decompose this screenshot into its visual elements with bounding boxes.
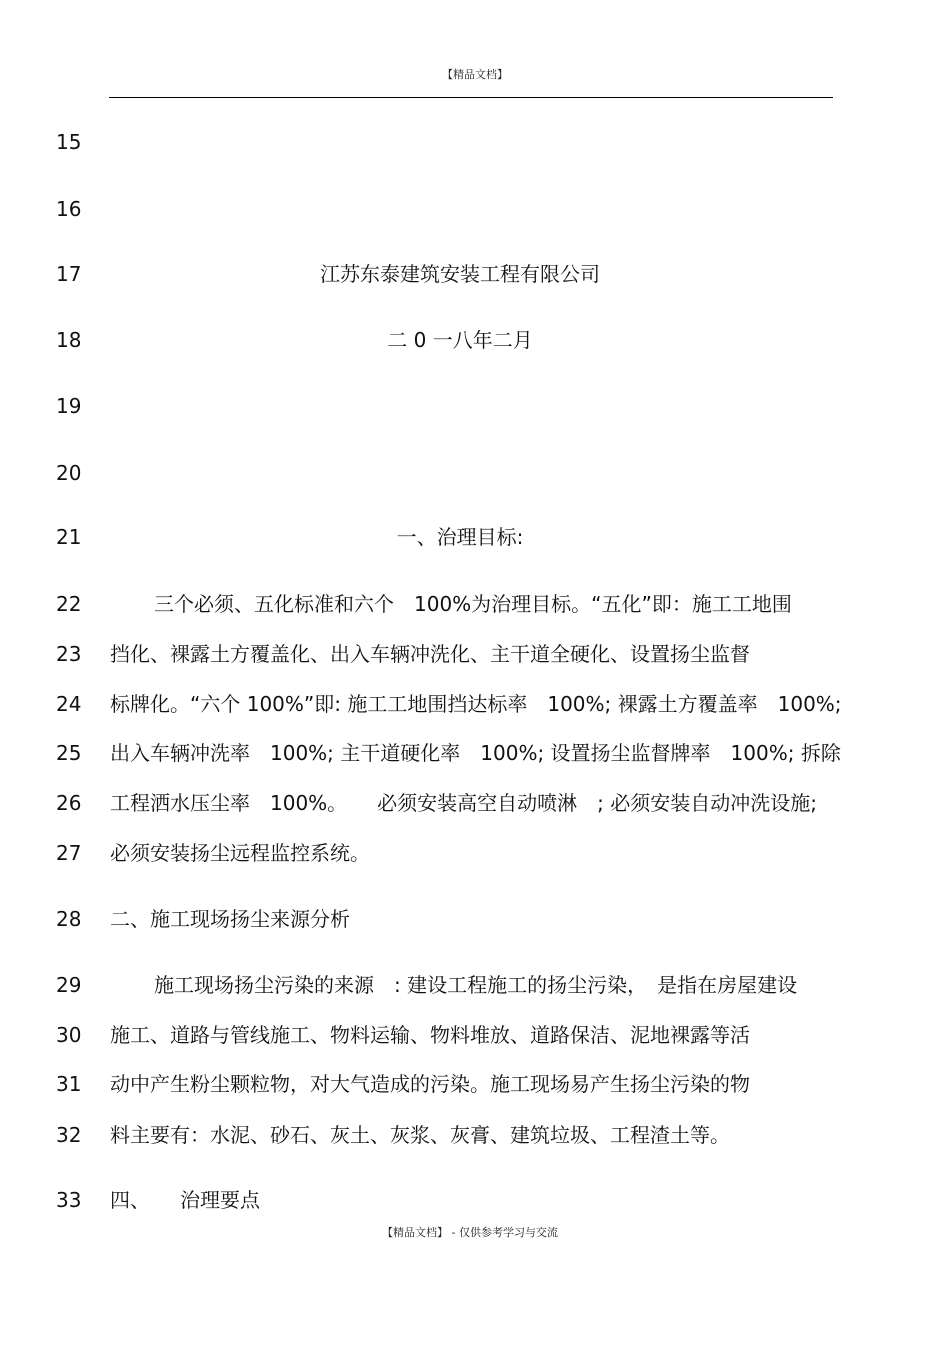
line-16 xyxy=(0,194,950,224)
line-number: 18 xyxy=(56,328,82,352)
line-25 xyxy=(0,738,950,768)
line-29 xyxy=(0,970,950,1000)
section-heading: 二、施工现场扬尘来源分析 xyxy=(110,907,350,931)
line-20 xyxy=(0,458,950,488)
line-24 xyxy=(0,689,950,719)
paragraph-text: 必须安装扬尘远程监控系统。 xyxy=(110,841,370,865)
line-number: 29 xyxy=(56,973,82,997)
line-15 xyxy=(0,127,950,157)
paragraph-text: 标牌化。“六个 100%”即: 施工工地围挡达标率 100%; 裸露土方覆盖率 100%; xyxy=(110,692,842,716)
line-23 xyxy=(0,639,950,669)
paragraph-text: 三个必须、五化标准和六个 100%为治理目标。“五化”即：施工工地围 xyxy=(154,592,792,616)
company-name: 江苏东泰建筑安装工程有限公司 xyxy=(320,262,600,286)
line-number: 20 xyxy=(56,461,82,485)
line-32 xyxy=(0,1120,950,1150)
line-number: 22 xyxy=(56,592,82,616)
line-number: 27 xyxy=(56,841,82,865)
line-number: 32 xyxy=(56,1123,82,1147)
line-19 xyxy=(0,391,950,421)
line-21 xyxy=(0,522,950,552)
section-heading: 四、 治理要点 xyxy=(110,1188,260,1212)
page-footer-label: 【精品文档】 - 仅供参考学习与交流 xyxy=(382,1226,558,1239)
line-number: 16 xyxy=(56,197,82,221)
line-22 xyxy=(0,589,950,619)
line-number: 15 xyxy=(56,130,82,154)
line-number: 23 xyxy=(56,642,82,666)
line-28 xyxy=(0,904,950,934)
line-number: 26 xyxy=(56,791,82,815)
line-17 xyxy=(0,259,950,289)
line-number: 30 xyxy=(56,1023,82,1047)
line-number: 21 xyxy=(56,525,82,549)
line-30 xyxy=(0,1020,950,1050)
document-date: 二 0 一八年二月 xyxy=(387,328,533,352)
line-number: 17 xyxy=(56,262,82,286)
paragraph-text: 出入车辆冲洗率 100%; 主干道硬化率 100%; 设置扬尘监督牌率 100%; 拆除 xyxy=(110,741,841,765)
line-number: 24 xyxy=(56,692,82,716)
header-rule xyxy=(109,97,833,98)
paragraph-text: 动中产生粉尘颗粒物，对大气造成的污染。施工现场易产生扬尘污染的物 xyxy=(110,1072,750,1096)
line-27 xyxy=(0,838,950,868)
paragraph-text: 挡化、裸露土方覆盖化、出入车辆冲洗化、主干道全硬化、设置扬尘监督 xyxy=(110,642,750,666)
paragraph-text: 施工、道路与管线施工、物料运输、物料堆放、道路保洁、泥地裸露等活 xyxy=(110,1023,750,1047)
line-number: 31 xyxy=(56,1072,82,1096)
line-26 xyxy=(0,788,950,818)
line-number: 33 xyxy=(56,1188,82,1212)
line-18 xyxy=(0,325,950,355)
paragraph-text: 料主要有：水泥、砂石、灰土、灰浆、灰膏、建筑垃圾、工程渣土等。 xyxy=(110,1123,730,1147)
paragraph-text: 施工现场扬尘污染的来源 : 建设工程施工的扬尘污染， 是指在房屋建设 xyxy=(154,973,798,997)
line-number: 28 xyxy=(56,907,82,931)
section-heading: 一、治理目标: xyxy=(396,525,524,549)
paragraph-text: 工程洒水压尘率 100%。 必须安装高空自动喷淋 ; 必须安装自动冲洗设施; xyxy=(110,791,818,815)
line-number: 25 xyxy=(56,741,82,765)
line-31 xyxy=(0,1069,950,1099)
page-header-label: 【精品文档】 xyxy=(442,68,508,81)
line-33 xyxy=(0,1185,950,1215)
line-number: 19 xyxy=(56,394,82,418)
